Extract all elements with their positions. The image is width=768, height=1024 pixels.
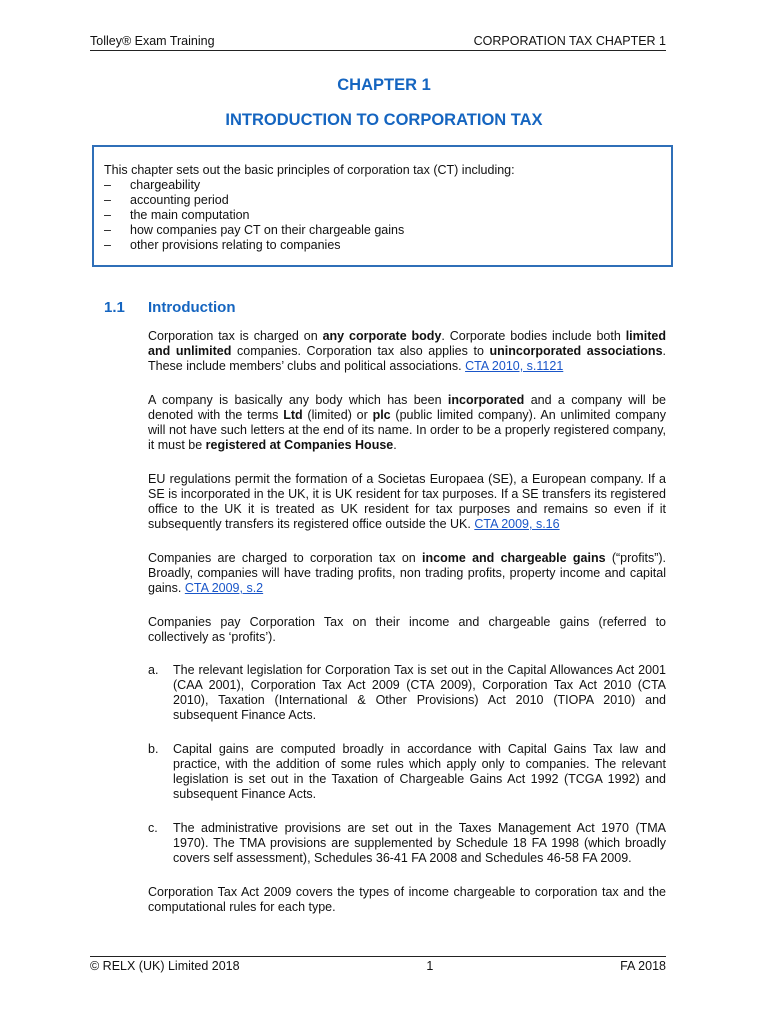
section-title: Introduction (148, 299, 236, 316)
paragraph-pay-ct: Companies pay Corporation Tax on their income and chargeable gains (referred to collectively as ‘profits’). (148, 615, 666, 644)
legislation-link[interactable]: CTA 2009, s.16 (474, 517, 560, 531)
bold-term: income and chargeable gains (422, 551, 606, 565)
bold-term: registered at Companies House (205, 438, 394, 452)
bold-term: Ltd (283, 408, 303, 422)
list-text: The relevant legislation for Corporation Tax is set out in the Capital Allowances Act 2001 (CAA 2001), Corporation Tax Act 2009 (CTA 2009), Corporation Tax Act 2010 (CTA 2010), Taxation (International & Other Provisions) Act 2010 (TIOPA 2010) and subsequent Finance Acts. (173, 663, 666, 722)
bold-term: incorporated (447, 393, 525, 407)
summary-item-text: other provisions relating to companies (130, 238, 341, 252)
section-body (148, 329, 666, 934)
text-run: (public limited company). An unlimited company will not have such letters at the end of its name. In order to be a properly registered company, it must be (148, 408, 667, 452)
footer-finance-act: FA 2018 (620, 959, 666, 973)
chapter-summary-box (92, 145, 673, 267)
text-run: . These include members’ clubs and political associations. (148, 344, 666, 373)
list-item-a (148, 663, 666, 723)
list-text: Capital gains are computed broadly in accordance with Capital Gains Tax law and practice, with the addition of some rules which apply only to companies. The relevant legislation is set out in the Taxation of Chargeable Gains Act 1992 (TCGA 1992) and subsequent Finance Acts. (173, 742, 666, 801)
text-run: Corporation tax is charged on (148, 329, 323, 343)
text-run: (limited) or (302, 408, 373, 422)
section-number: 1.1 (104, 299, 125, 316)
summary-item-text: chargeability (130, 178, 201, 192)
paragraph-societas-europaea (148, 472, 666, 532)
dash-marker: – (104, 193, 111, 207)
dash-marker: – (104, 223, 111, 237)
bold-term: any corporate body (322, 329, 442, 343)
text-run: and a company will be denoted with the terms (148, 393, 666, 422)
summary-item-text: the main computation (130, 208, 250, 222)
text-run: Companies are charged to corporation tax on (148, 551, 423, 565)
dash-marker: – (104, 208, 111, 222)
summary-item (104, 178, 661, 193)
text-run: A company is basically any body which has been (148, 393, 448, 407)
text-run: . Corporate bodies include both (441, 329, 626, 343)
legislation-link[interactable]: CTA 2010, s.1121 (465, 359, 564, 373)
summary-item (104, 208, 661, 223)
bold-term: unincorporated associations (489, 344, 663, 358)
bold-term: limited and unlimited (148, 329, 666, 358)
paragraph-corporate-bodies (148, 329, 666, 374)
text-run: . (393, 438, 397, 452)
page-number: 1 (426, 959, 434, 973)
chapter-number: CHAPTER 1 (337, 76, 431, 94)
summary-intro: This chapter sets out the basic principles of corporation tax (CT) including: (104, 163, 515, 177)
list-item-c (148, 821, 666, 866)
running-header (90, 34, 666, 51)
running-footer (90, 956, 666, 973)
header-chapter: CORPORATION TAX CHAPTER 1 (473, 34, 666, 48)
summary-item-text: accounting period (130, 193, 229, 207)
text-run: companies. Corporation tax also applies to (231, 344, 490, 358)
header-publisher: Tolley® Exam Training (90, 34, 215, 48)
footer-copyright: © RELX (UK) Limited 2018 (90, 959, 240, 973)
bold-term: plc (372, 408, 391, 422)
text-run: EU regulations permit the formation of a Societas Europaea (SE), a European company. If a SE is incorporated in the UK, it is UK resident for tax purposes. If a SE transfers its registered office to the UK it is treated as UK resident for tax purposes and remains so even if it subsequently transfers its registered office outside the UK. (148, 472, 666, 531)
summary-item (104, 193, 661, 208)
text-run: (“profits”). Broadly, companies will have trading profits, non trading profits, property income and capital gains. (148, 551, 666, 595)
summary-item (104, 238, 661, 253)
chapter-title: INTRODUCTION TO CORPORATION TAX (225, 111, 543, 129)
legislation-link[interactable]: CTA 2009, s.2 (184, 581, 264, 595)
dash-marker: – (104, 178, 111, 192)
dash-marker: – (104, 238, 111, 252)
list-label: b. (148, 742, 159, 756)
list-text: The administrative provisions are set out in the Taxes Management Act 1970 (TMA 1970). The TMA provisions are supplemented by Schedule 18 FA 1998 (which broadly covers self assessment), Schedules 36-41 FA 2008 and Schedules 46-58 FA 2009. (173, 821, 666, 865)
paragraph-profits (148, 551, 666, 596)
paragraph-company-definition (148, 393, 666, 453)
list-label: c. (148, 821, 158, 835)
summary-item-text: how companies pay CT on their chargeable gains (130, 223, 405, 237)
list-item-b (148, 742, 666, 802)
list-label: a. (148, 663, 159, 677)
paragraph-cta-2009: Corporation Tax Act 2009 covers the types of income chargeable to corporation tax and the computational rules for each type. (148, 885, 666, 914)
summary-item (104, 223, 661, 238)
section-heading (104, 299, 235, 316)
